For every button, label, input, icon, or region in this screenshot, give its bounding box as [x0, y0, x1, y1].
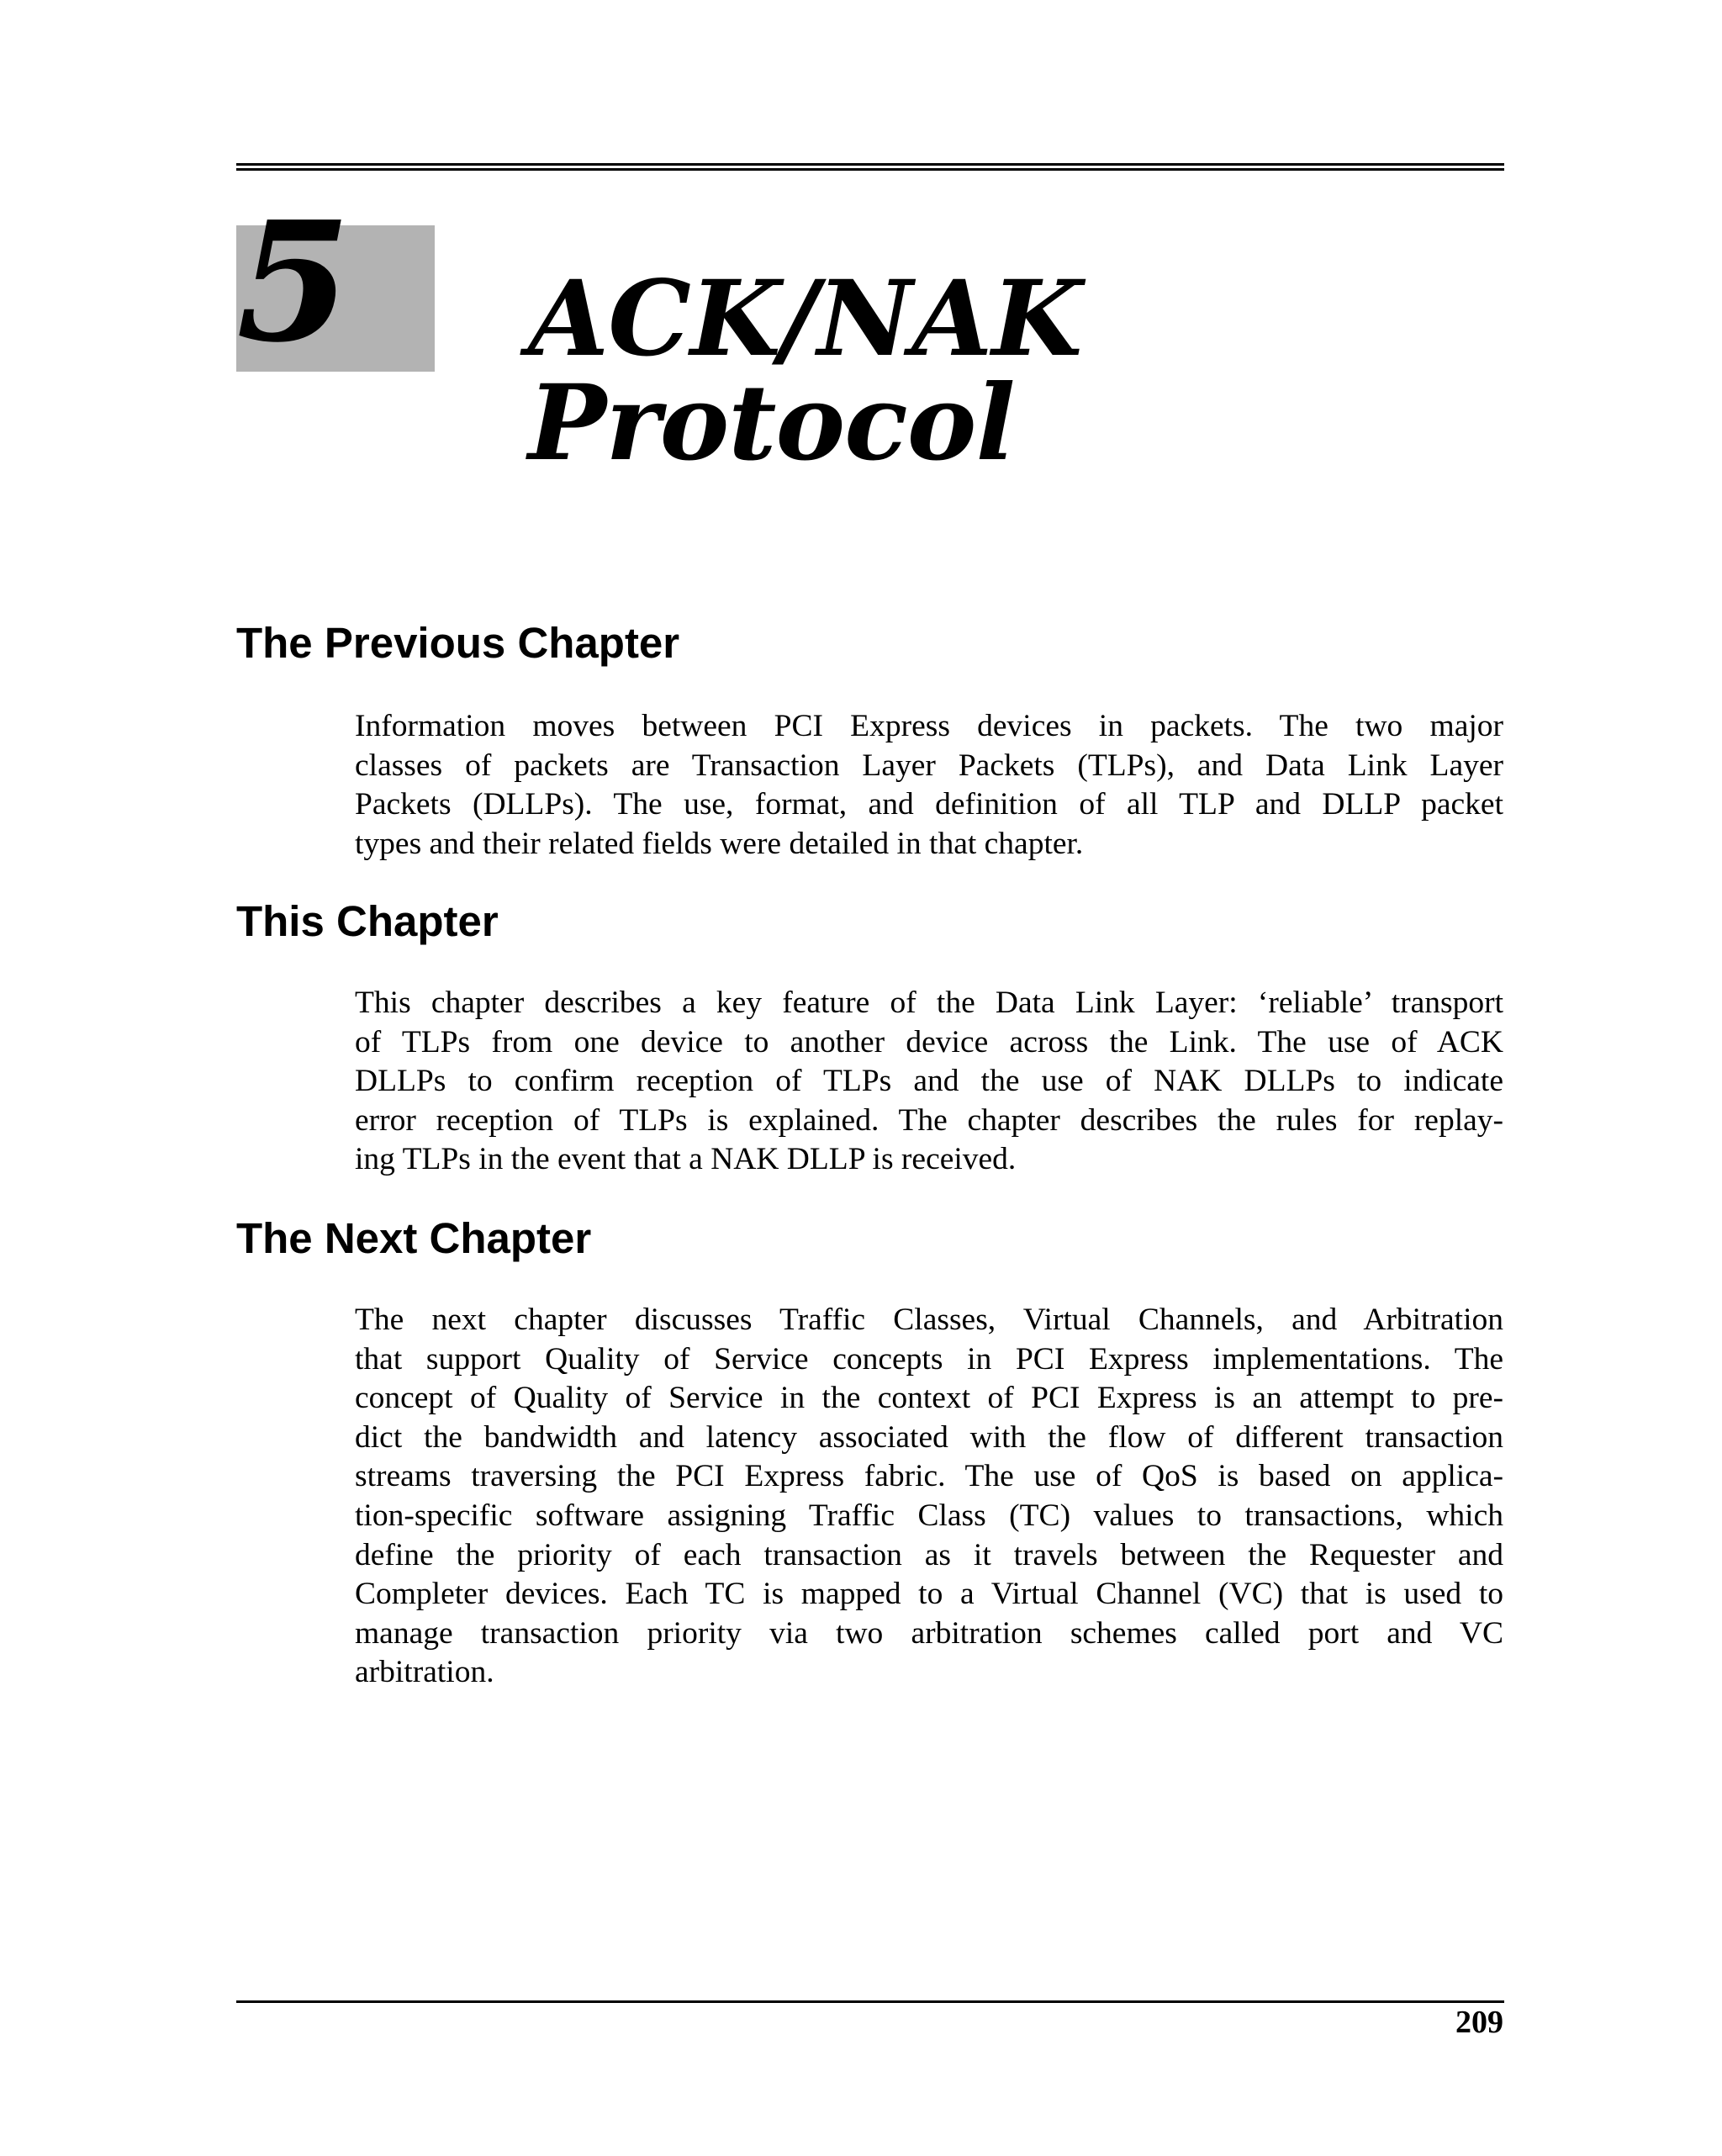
paragraph-line: tion-specific software assigning Traffic Class (TC) values to transactions, which [355, 1498, 1503, 1533]
paragraph-line: This chapter describes a key feature of the Data Link Layer: ‘reliable’ transport [355, 986, 1503, 1020]
paragraph-line: Completer devices. Each TC is mapped to a Virtual Channel (VC) that is used to [355, 1577, 1503, 1612]
section-body-next [355, 1301, 1503, 1693]
paragraph-line: of TLPs from one device to another device across the Link. The use of ACK [355, 1024, 1503, 1060]
paragraph-line: manage transaction priority via two arbitration schemes called port and VC [355, 1615, 1503, 1651]
paragraph-line: ing TLPs in the event that a NAK DLLP is received. [355, 1142, 1017, 1177]
footer-rule [236, 2000, 1504, 2003]
paragraph-line: streams traversing the PCI Express fabric. The use of QoS is based on applica- [355, 1459, 1503, 1494]
chapter-number: 5 [236, 186, 348, 379]
section-heading-next: The Next Chapter [236, 1214, 592, 1262]
section-heading-previous: The Previous Chapter [236, 619, 680, 667]
chapter-title-line: ACK/NAK [528, 258, 1082, 380]
paragraph-line: The next chapter discusses Traffic Classes, Virtual Channels, and Arbitration [355, 1303, 1503, 1337]
paragraph-line: that support Quality of Service concepts in PCI Express implementations. The [355, 1341, 1503, 1377]
paragraph-line: define the priority of each transaction as it travels between the Requester and [355, 1537, 1503, 1572]
paragraph-line: arbitration. [355, 1655, 494, 1690]
paragraph-line: Information moves between PCI Express devices in packets. The two major [355, 709, 1503, 743]
chapter-title-line: Protocol [528, 362, 1015, 484]
paragraph-line: dict the bandwidth and latency associated with the flow of different transaction [355, 1419, 1503, 1455]
paragraph-line: error reception of TLPs is explained. The chapter describes the rules for replay- [355, 1102, 1503, 1138]
section-heading-this: This Chapter [236, 897, 499, 945]
chapter-title [528, 258, 1082, 484]
paragraph-line: classes of packets are Transaction Layer Packets (TLPs), and Data Link Layer [355, 748, 1503, 783]
page-number: 209 [1455, 2005, 1503, 2040]
section-body-previous [355, 707, 1503, 864]
paragraph-line: DLLPs to confirm reception of TLPs and the use of NAK DLLPs to indicate [355, 1064, 1503, 1099]
top-rule [236, 163, 1504, 171]
paragraph-line: types and their related fields were detailed in that chapter. [355, 826, 1084, 861]
paragraph-line: concept of Quality of Service in the context of PCI Express is an attempt to pre- [355, 1381, 1503, 1416]
paragraph-line: Packets (DLLPs). The use, format, and definition of all TLP and DLLP packet [355, 787, 1503, 822]
section-body-this [355, 984, 1503, 1180]
